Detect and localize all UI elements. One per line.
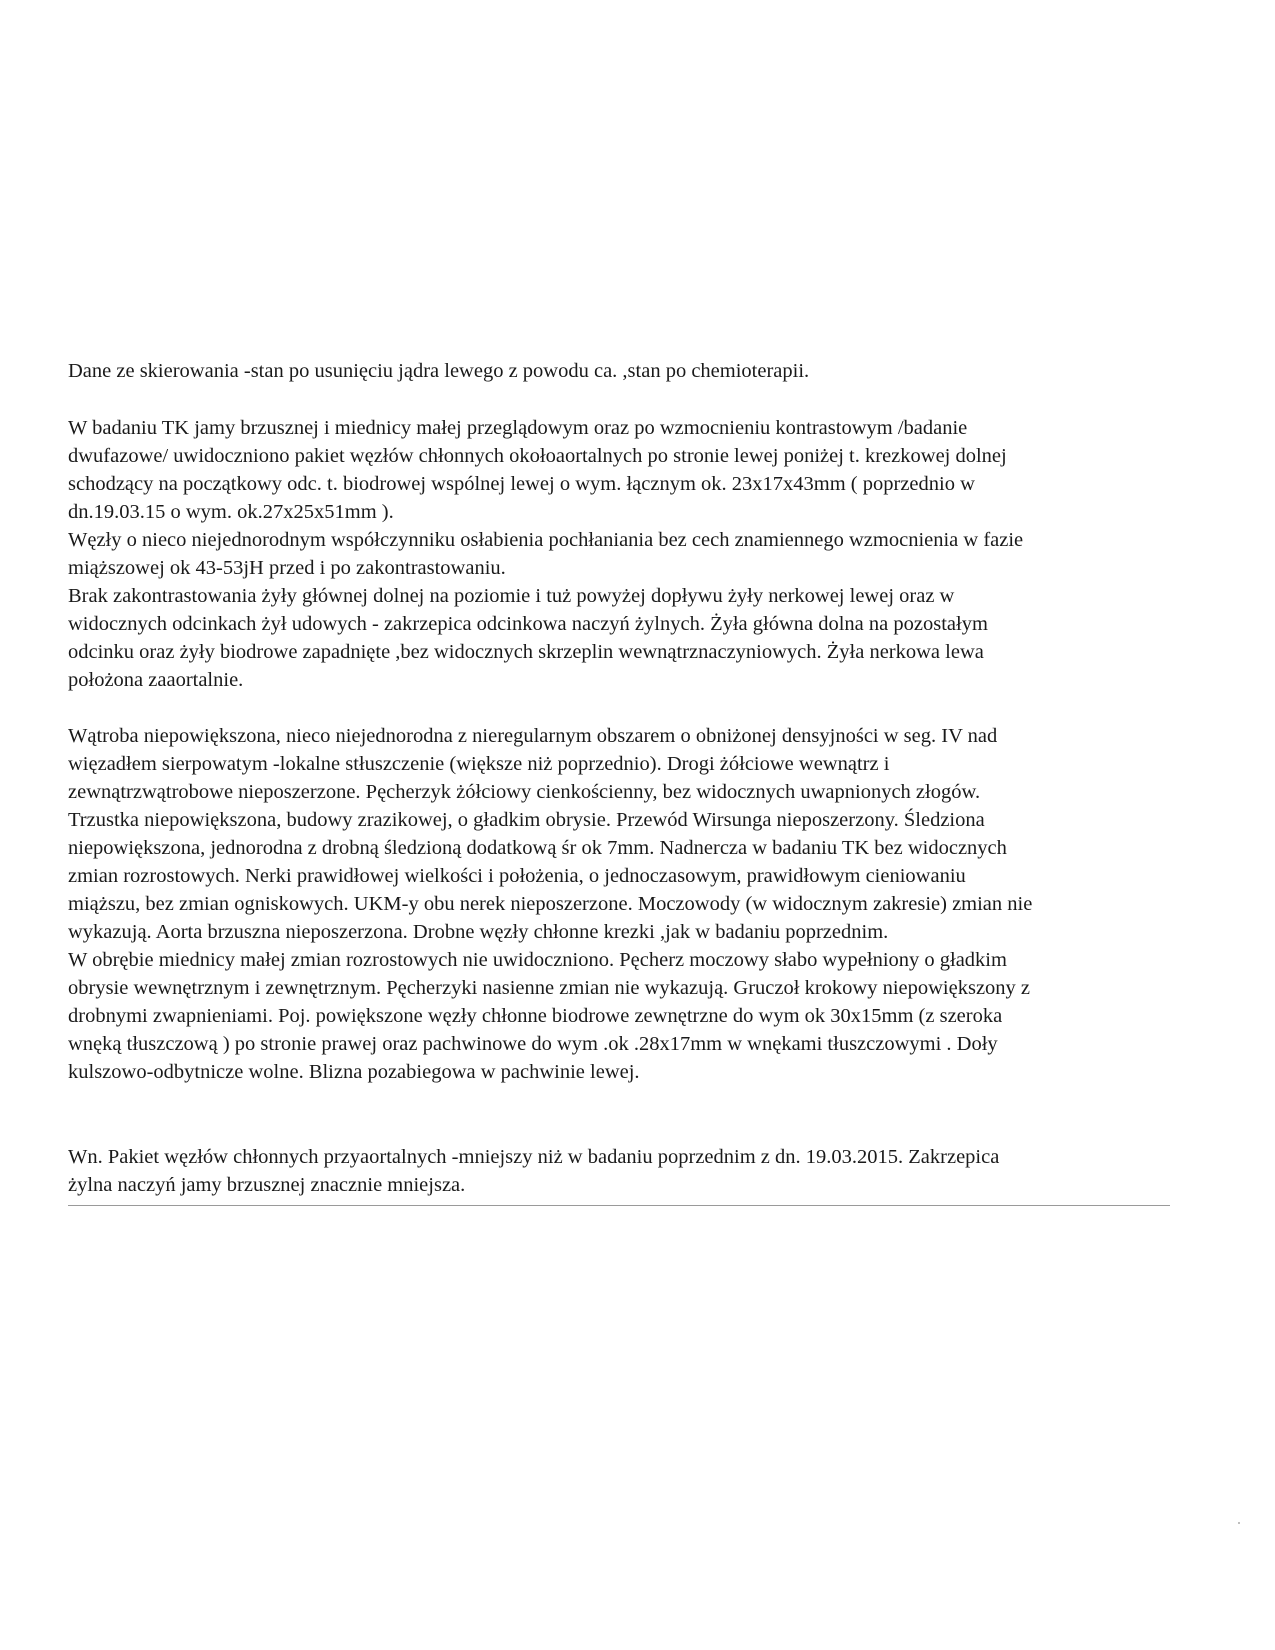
text-line: położona zaaortalnie. xyxy=(68,669,244,691)
text-line: miąższu, bez zmian ogniskowych. UKM-y obu nerek nieposzerzone. Moczowody (w widocznym zakresie) zmian nie xyxy=(68,893,1033,915)
text-line: Wątroba niepowiększona, nieco niejednorodna z nieregularnym obszarem o obniżonej densyjności w seg. IV nad xyxy=(68,725,998,747)
text-line: schodzący na początkowy odc. t. biodrowej wspólnej lewej o wym. łącznym ok. 23x17x43mm ( poprzednio w xyxy=(68,473,975,495)
text-line: W obrębie miednicy małej zmian rozrostowych nie uwidoczniono. Pęcherz moczowy słabo wypełniony o gładkim xyxy=(68,949,1007,971)
text-line: kulszowo-odbytnicze wolne. Blizna pozabiegowa w pachwinie lewej. xyxy=(68,1061,640,1083)
ct-findings-paragraph xyxy=(68,414,1153,694)
text-line: drobnymi zwapnieniami. Poj. powiększone węzły chłonne biodrowe zewnętrzne do wym ok 30x15mm (z szeroka xyxy=(68,1005,1003,1027)
text-line: zmian rozrostowych. Nerki prawidłowej wielkości i położenia, o jednoczasowym, prawidłowym cieniowaniu xyxy=(68,865,966,887)
scan-speck xyxy=(1238,1522,1240,1524)
text-line: miąższowej ok 43-53jH przed i po zakontrastowaniu. xyxy=(68,557,506,579)
text-line: wnęką tłuszczową ) po stronie prawej oraz pachwinowe do wym .ok .28x17mm w wnękami tłuszczowymi . Doły xyxy=(68,1033,998,1055)
text-line: Trzustka niepowiększona, budowy zrazikowej, o gładkim obrysie. Przewód Wirsunga nieposzerzony. Śledziona xyxy=(68,809,985,831)
text-line: W badaniu TK jamy brzusznej i miednicy małej przeglądowym oraz po wzmocnieniu kontrastowym /badanie xyxy=(68,417,968,439)
organ-findings-paragraph xyxy=(68,722,1153,1086)
text-line: Brak zakontrastowania żyły głównej dolnej na poziomie i tuż powyżej dopływu żyły nerkowej lewej oraz w xyxy=(68,585,955,607)
text-line: Wn. Pakiet węzłów chłonnych przyaortalnych -mniejszy niż w badaniu poprzednim z dn. 19.03.2015. Zakrzepica xyxy=(68,1146,1000,1168)
text-line: zewnątrzwątrobowe nieposzerzone. Pęcherzyk żółciowy cienkościenny, bez widocznych uwapnionych złogów. xyxy=(68,781,981,803)
text-line: Dane ze skierowania -stan po usunięciu jądra lewego z powodu ca. ,stan po chemioterapii. xyxy=(68,360,810,382)
text-line: odcinku oraz żyły biodrowe zapadnięte ,bez widocznych skrzeplin wewnątrznaczyniowych. Żyła nerkowa lewa xyxy=(68,641,984,663)
text-line: Węzły o nieco niejednorodnym współczynniku osłabienia pochłaniania bez cech znamiennego wzmocnienia w fazie xyxy=(68,529,1024,551)
text-line: widocznych odcinkach żył udowych - zakrzepica odcinkowa naczyń żylnych. Żyła główna dolna na pozostałym xyxy=(68,613,988,635)
conclusion-paragraph xyxy=(68,1143,1153,1199)
text-line: obrysie wewnętrznym i zewnętrznym. Pęcherzyki nasienne zmian nie wykazują. Gruczoł krokowy niepowiększony z xyxy=(68,977,1031,999)
separator-line xyxy=(68,1205,1170,1206)
text-line: wykazują. Aorta brzuszna nieposzerzona. Drobne węzły chłonne krezki ,jak w badaniu poprzednim. xyxy=(68,921,889,943)
referral-info-paragraph xyxy=(68,357,1153,385)
text-line: niepowiększona, jednorodna z drobną śledzioną dodatkową śr ok 7mm. Nadnercza w badaniu TK bez widocznych xyxy=(68,837,1007,859)
text-line: żylna naczyń jamy brzusznej znacznie mniejsza. xyxy=(68,1174,466,1196)
text-line: dn.19.03.15 o wym. ok.27x25x51mm ). xyxy=(68,501,394,523)
text-line: dwufazowe/ uwidoczniono pakiet węzłów chłonnych okołoaortalnych po stronie lewej poniżej t. krezkowej dolnej xyxy=(68,445,1007,467)
text-line: więzadłem sierpowatym -lokalne stłuszczenie (większe niż poprzednio). Drogi żółciowe wewnątrz i xyxy=(68,753,890,775)
